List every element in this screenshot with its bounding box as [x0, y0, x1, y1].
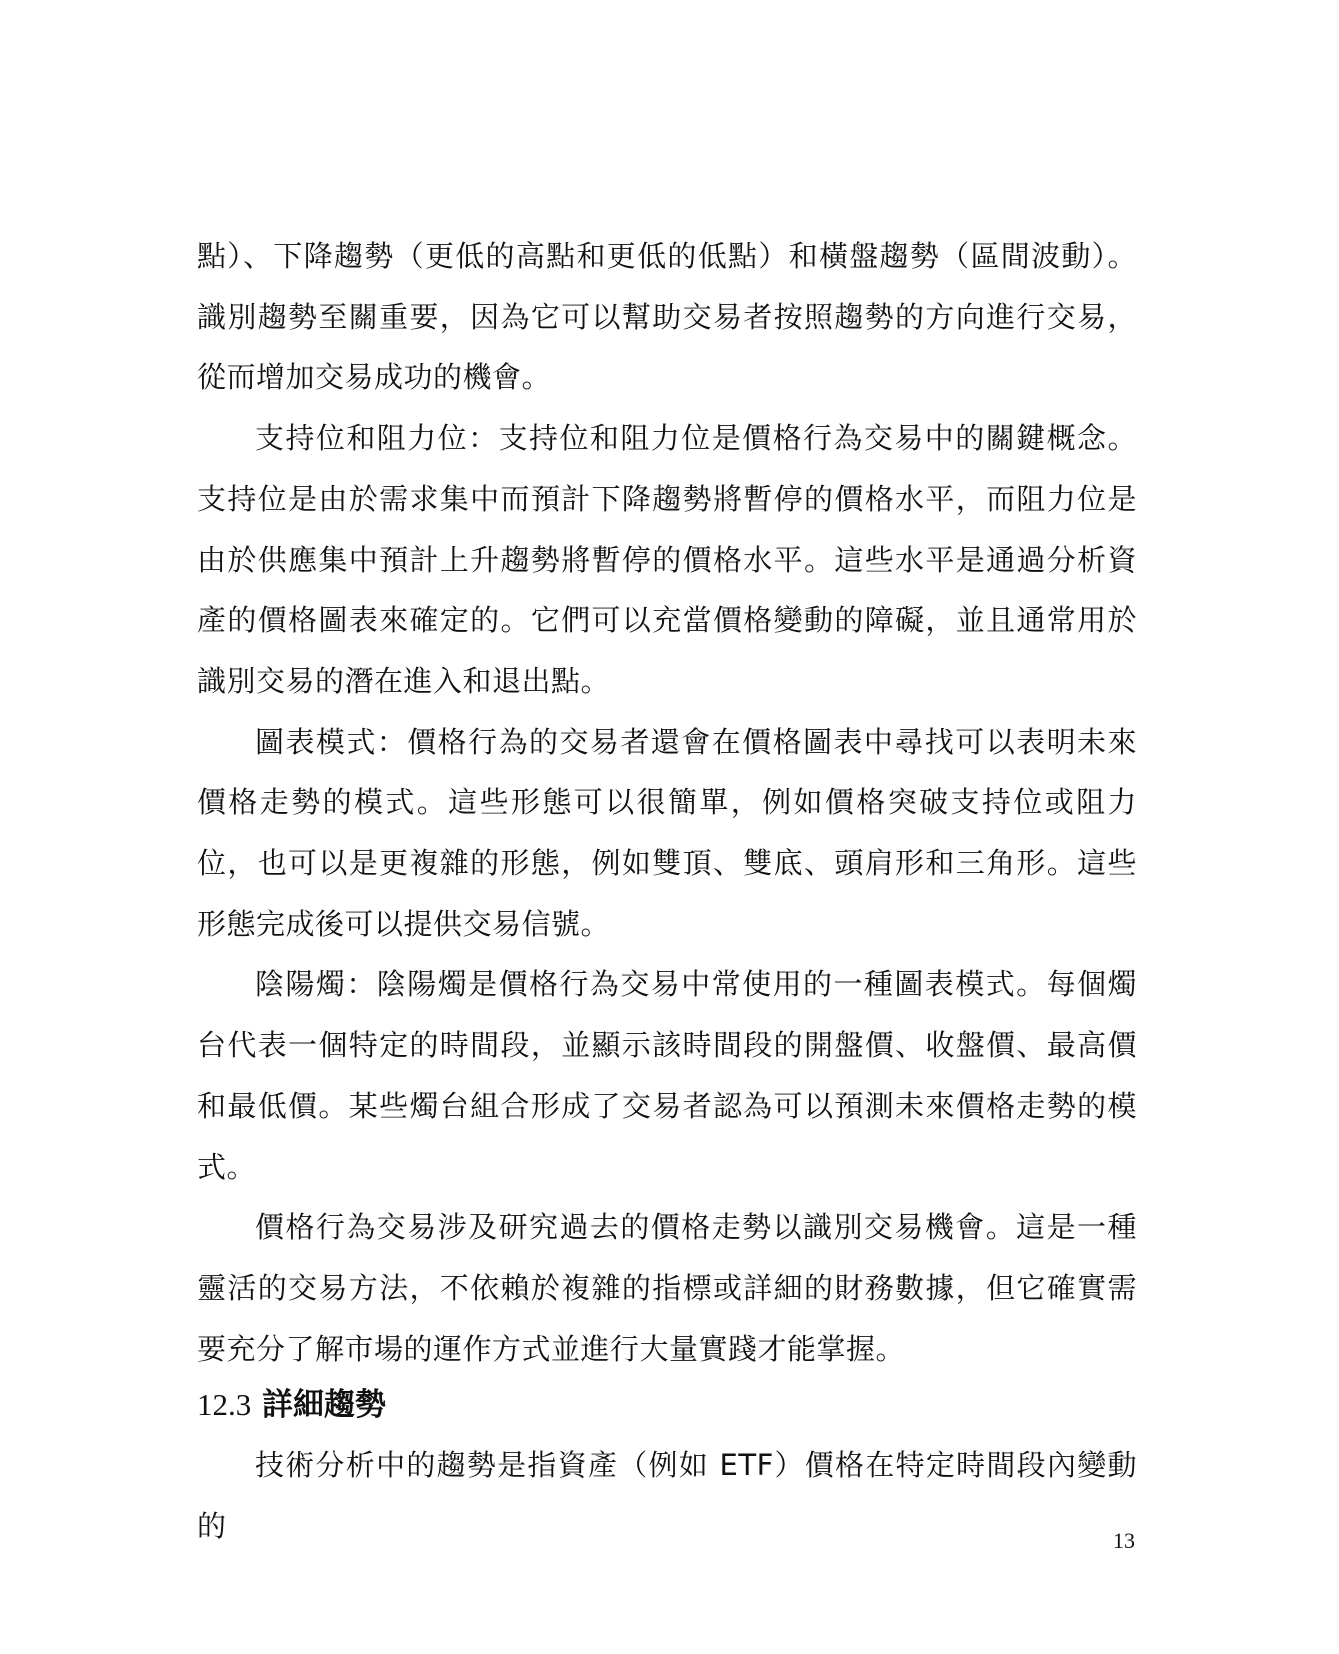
paragraph-price-action-summary: 價格行為交易涉及研究過去的價格走勢以識別交易機會。這是一種靈活的交易方法，不依賴於複雜的指標或詳細的財務數據，但它確實需要充分了解市場的運作方式並進行大量實踐才能掌握。	[197, 1210, 1137, 1366]
paragraph-candlesticks: 陰陽燭：陰陽燭是價格行為交易中常使用的一種圖表模式。每個燭台代表一個特定的時間段，並顯示該時間段的開盤價、收盤價、最高價和最低價。某些燭台組合形成了交易者認為可以預測未來價格走勢的模式。	[197, 967, 1137, 1184]
body-text	[197, 226, 1137, 1379]
paragraph-chart-patterns: 圖表模式：價格行為的交易者還會在價格圖表中尋找可以表明未來價格走勢的模式。這些形態可以很簡單，例如價格突破支持位或阻力位，也可以是更複雜的形態，例如雙頂、雙底、頭肩形和三角形。這些形態完成後可以提供交易信號。	[197, 724, 1137, 941]
paragraph-support-resistance: 支持位和阻力位：支持位和阻力位是價格行為交易中的關鍵概念。支持位是由於需求集中而預計下降趨勢將暫停的價格水平，而阻力位是由於供應集中預計上升趨勢將暫停的價格水平。這些水平是通過分析資產的價格圖表來確定的。它們可以充當價格變動的障礙，並且通常用於識別交易的潛在進入和退出點。	[197, 421, 1137, 698]
section-heading	[197, 1385, 386, 1425]
section-body	[197, 1435, 1137, 1556]
section-title: 詳細趨勢	[262, 1387, 387, 1423]
paragraph-trend-continuation: 點）、下降趨勢（更低的高點和更低的低點）和橫盤趨勢（區間波動）。識別趨勢至關重要，因為它可以幫助交易者按照趨勢的方向進行交易，從而增加交易成功的機會。	[197, 239, 1137, 395]
section-number: 12.3	[197, 1387, 252, 1422]
paragraph-trend-definition: 技術分析中的趨勢是指資產（例如 ETF）價格在特定時間段內變動的	[197, 1448, 1137, 1543]
page-number: 13	[1113, 1528, 1135, 1553]
